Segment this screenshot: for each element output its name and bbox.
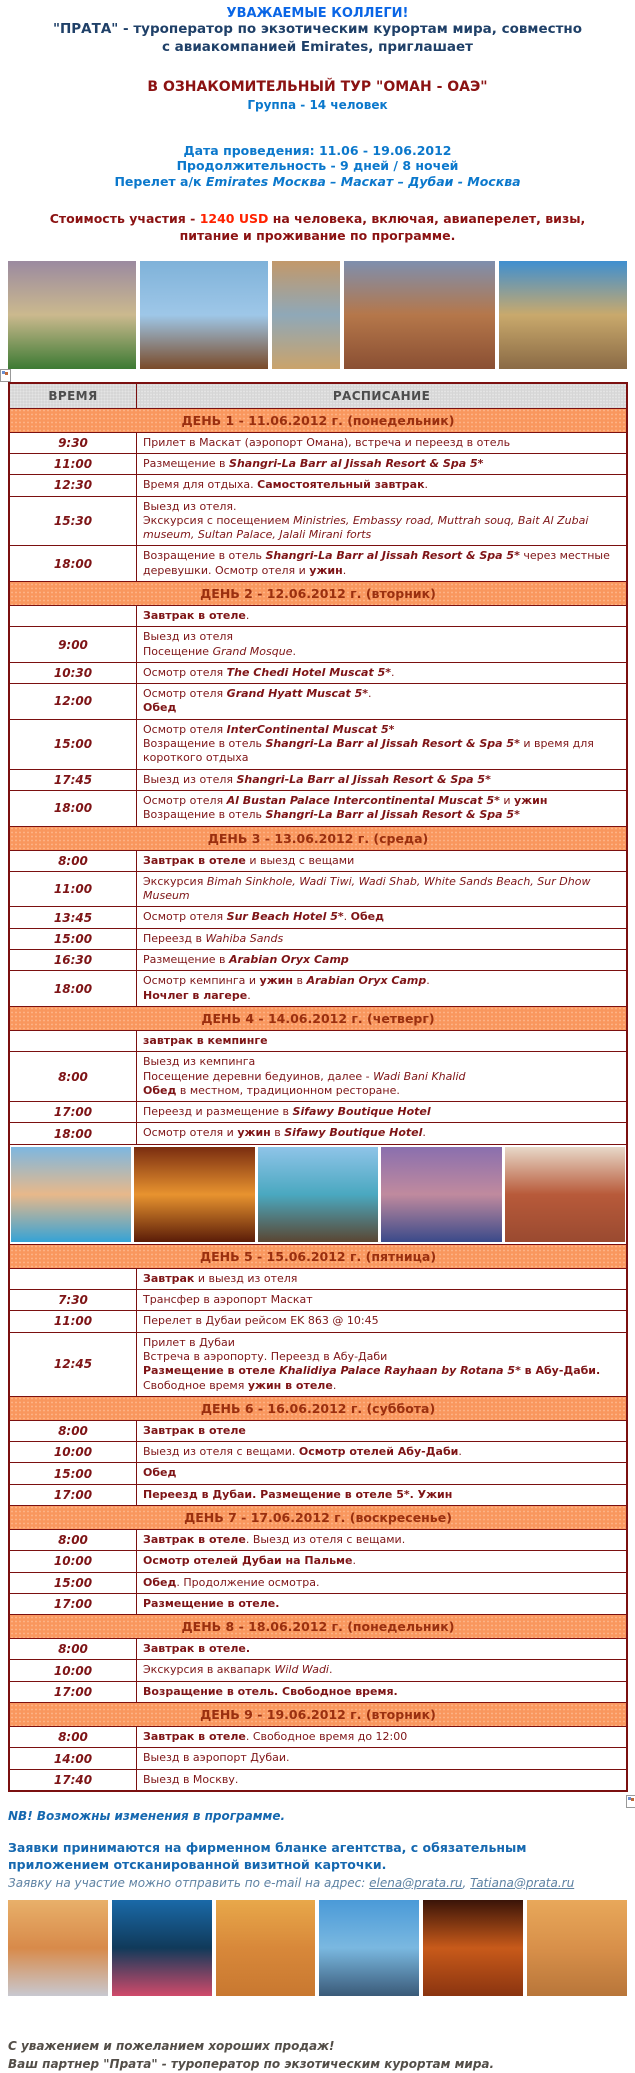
day-header: ДЕНЬ 8 - 18.06.2012 г. (понедельник) xyxy=(9,1615,627,1639)
schedule-row xyxy=(9,971,627,1007)
time-cell: 8:00 xyxy=(9,1639,137,1660)
intro-line-2: с авиакомпанией Emirates, приглашает xyxy=(161,38,474,55)
schedule-cell: Прилет в Маскат (аэропорт Омана), встреча и переезд в отель xyxy=(137,432,628,453)
schedule-row xyxy=(9,627,627,663)
schedule-row xyxy=(9,606,627,627)
price-line: Стоимость участия - 1240 USD на человека, включая, авиаперелет, визы, питание и проживание по программе. xyxy=(49,210,586,243)
greeting-line: УВАЖАЕМЫЕ КОЛЛЕГИ! xyxy=(226,6,409,21)
time-cell: 8:00 xyxy=(9,1052,137,1102)
photo-beach-view-terrace xyxy=(258,1147,378,1242)
schedule-row xyxy=(9,790,627,826)
schedule-cell: Осмотр отеля Grand Hyatt Muscat 5*. Обед xyxy=(137,684,628,720)
time-cell: 11:00 xyxy=(9,1311,137,1332)
schedule-cell: завтрак в кемпинге xyxy=(137,1030,628,1051)
schedule-row xyxy=(9,928,627,949)
flight-line: Перелет а/к Emirates Москва – Маскат – Дубаи - Москва xyxy=(114,174,521,190)
day-header-row xyxy=(9,582,627,606)
photo-restaurant-tables xyxy=(505,1147,625,1242)
schedule-cell: Возращение в отель Shangri-La Barr al Jissah Resort & Spa 5* через местные деревушки. Осмотр отеля и ужин. xyxy=(137,546,628,582)
schedule-row xyxy=(9,1290,627,1311)
schedule-row xyxy=(9,850,627,871)
schedule-cell: Выезд в Москву. xyxy=(137,1769,628,1791)
schedule-cell: Выезд в аэропорт Дубаи. xyxy=(137,1748,628,1769)
time-cell: 10:00 xyxy=(9,1442,137,1463)
schedule-cell: Завтрак в отеле. xyxy=(137,606,628,627)
time-cell: 15:30 xyxy=(9,496,137,546)
schedule-row xyxy=(9,475,627,496)
time-cell: 10:00 xyxy=(9,1660,137,1681)
photo-evening-pool-palms xyxy=(381,1147,501,1242)
photo-desert-safari-jeep xyxy=(216,1900,316,1996)
schedule-cell: Осмотр отеля Sur Beach Hotel 5*. Обед xyxy=(137,907,628,928)
schedule-cell: Выезд из отеля с вещами. Осмотр отелей Абу-Даби. xyxy=(137,1442,628,1463)
day-header-row xyxy=(9,1505,627,1529)
schedule-row xyxy=(9,719,627,769)
schedule-table-wrap xyxy=(8,382,628,1792)
schedule-cell: Завтрак в отеле и выезд с вещами xyxy=(137,850,628,871)
schedule-row xyxy=(9,662,627,683)
schedule-row xyxy=(9,496,627,546)
photo-camel-market-crowd xyxy=(344,261,495,369)
day-header: ДЕНЬ 1 - 11.06.2012 г. (понедельник) xyxy=(9,408,627,432)
schedule-row xyxy=(9,1463,627,1484)
email-line-prefix: Заявку на участие можно отправить по e-mail на адрес: xyxy=(8,1875,370,1890)
schedule-row xyxy=(9,1484,627,1505)
time-cell: 15:00 xyxy=(9,928,137,949)
intro-line-1: "ПРАТА" - туроператор по экзотическим курортам мира, совместно xyxy=(52,21,583,37)
photo-dubai-towers-waterfront xyxy=(319,1900,419,1996)
broken-image-icon xyxy=(626,1795,635,1808)
schedule-cell: Экскурсия Bimah Sinkhole, Wadi Tiwi, Wadi Shab, White Sands Beach, Sur Dhow Museum xyxy=(137,871,628,907)
schedule-row xyxy=(9,1123,627,1144)
schedule-cell: Время для отдыха. Самостоятельный завтрак. xyxy=(137,475,628,496)
time-cell: 17:45 xyxy=(9,769,137,790)
time-cell: 15:00 xyxy=(9,1463,137,1484)
schedule-row xyxy=(9,1529,627,1550)
schedule-table-body xyxy=(9,408,627,1791)
schedule-row xyxy=(9,1769,627,1791)
schedule-cell: Переезд и размещение в Sifawy Boutique Hotel xyxy=(137,1102,628,1123)
photo-dhow-ship xyxy=(140,261,268,369)
time-cell: 17:40 xyxy=(9,1769,137,1791)
schedule-row xyxy=(9,453,627,474)
schedule-row xyxy=(9,1052,627,1102)
tour-title: В ОЗНАКОМИТЕЛЬНЫЙ ТУР "ОМАН - ОАЭ" xyxy=(147,78,488,95)
schedule-row xyxy=(9,1311,627,1332)
schedule-cell: Размещение в Shangri-La Barr al Jissah Resort & Spa 5* xyxy=(137,453,628,474)
closing-section xyxy=(8,2037,627,2073)
schedule-cell: Переезд в Wahiba Sands xyxy=(137,928,628,949)
day-header-row xyxy=(9,1615,627,1639)
schedule-table xyxy=(8,382,628,1792)
schedule-cell: Выезд из отеля Посещение Grand Mosque. xyxy=(137,627,628,663)
day-header: ДЕНЬ 3 - 13.06.2012 г. (среда) xyxy=(9,826,627,850)
schedule-cell: Переезд в Дубаи. Размещение в отеле 5*. Ужин xyxy=(137,1484,628,1505)
duration-line: Продолжительность - 9 дней / 8 ночей xyxy=(176,158,459,174)
schedule-row xyxy=(9,1593,627,1614)
closing-line-2: Ваш партнер "Прата" - туроператор по экзотическим курортам мира. xyxy=(8,2056,495,2071)
time-cell: 15:00 xyxy=(9,1572,137,1593)
photo-strip-hotels xyxy=(11,1147,625,1242)
schedule-row xyxy=(9,950,627,971)
time-cell: 18:00 xyxy=(9,1123,137,1144)
photo-resort-pool xyxy=(11,1147,131,1242)
schedule-cell: Осмотр отеля The Chedi Hotel Muscat 5*. xyxy=(137,662,628,683)
day-header: ДЕНЬ 6 - 16.06.2012 г. (суббота) xyxy=(9,1396,627,1420)
day-header-row xyxy=(9,1396,627,1420)
schedule-cell: Осмотр кемпинга и ужин в Arabian Oryx Camp. Ночлег в лагере. xyxy=(137,971,628,1007)
schedule-row xyxy=(9,1030,627,1051)
schedule-cell: Выезд из кемпинга Посещение деревни бедуинов, далее - Wadi Bani Khalid Обед в местном, традиционном ресторане. xyxy=(137,1052,628,1102)
time-cell: 17:00 xyxy=(9,1484,137,1505)
schedule-cell: Осмотр отеля InterContinental Muscat 5* Возращение в отель Shangri-La Barr al Jissah Resort & Spa 5* и время для короткого отдыха xyxy=(137,719,628,769)
schedule-row xyxy=(9,907,627,928)
time-cell: 12:30 xyxy=(9,475,137,496)
schedule-cell: Осмотр отеля и ужин в Sifawy Boutique Hotel. xyxy=(137,1123,628,1144)
schedule-cell: Прилет в Дубаи Встреча в аэропорту. Переезд в Абу-Даби Размещение в отеле Khalidiya Palace Rayhaan by Rotana 5* в Абу-Даби. Свободное время ужин в отеле. xyxy=(137,1332,628,1396)
time-cell: 18:00 xyxy=(9,971,137,1007)
time-cell: 11:00 xyxy=(9,871,137,907)
schedule-row xyxy=(9,1442,627,1463)
day-header: ДЕНЬ 7 - 17.06.2012 г. (воскресенье) xyxy=(9,1505,627,1529)
schedule-header-row xyxy=(9,383,627,409)
day-header: ДЕНЬ 9 - 19.06.2012 г. (вторник) xyxy=(9,1703,627,1727)
nb-note: NB! Возможны изменения в программе. xyxy=(8,1808,286,1823)
time-cell: 8:00 xyxy=(9,1420,137,1441)
schedule-cell: Обед. Продолжение осмотра. xyxy=(137,1572,628,1593)
photo-campfire-group xyxy=(423,1900,523,1996)
day-header-row xyxy=(9,1006,627,1030)
schedule-cell: Выезд из отеля Shangri-La Barr al Jissah Resort & Spa 5* xyxy=(137,769,628,790)
schedule-row xyxy=(9,1572,627,1593)
photo-falconers-desert xyxy=(527,1900,627,1996)
closing-line-1: С уважением и пожеланием хороших продаж! xyxy=(8,2038,335,2053)
time-cell: 11:00 xyxy=(9,453,137,474)
schedule-row xyxy=(9,769,627,790)
schedule-row xyxy=(9,1332,627,1396)
time-cell xyxy=(9,606,137,627)
schedule-row xyxy=(9,871,627,907)
photo-mosque-with-rainbow xyxy=(8,261,136,369)
day-header-row xyxy=(9,1703,627,1727)
schedule-cell: Завтрак в отеле xyxy=(137,1420,628,1441)
time-cell: 15:00 xyxy=(9,719,137,769)
footer-section xyxy=(8,1809,627,1890)
time-cell: 17:00 xyxy=(9,1593,137,1614)
email-link-elena[interactable]: elena@prata.ru xyxy=(369,1875,463,1890)
schedule-row xyxy=(9,1681,627,1702)
schedule-row xyxy=(9,1748,627,1769)
group-size: Группа - 14 человек xyxy=(247,97,388,112)
day-header: ДЕНЬ 5 - 15.06.2012 г. (пятница) xyxy=(9,1244,627,1268)
time-cell xyxy=(9,1030,137,1051)
schedule-row xyxy=(9,1102,627,1123)
schedule-cell: Выезд из отеля. Экскурсия с посещением Ministries, Embassy road, Muttrah souq, Bait Al Zubai museum, Sultan Palace, Jalali Mirani forts xyxy=(137,496,628,546)
broken-image-icon xyxy=(0,369,11,382)
tour-details xyxy=(0,143,635,190)
time-cell: 13:45 xyxy=(9,907,137,928)
schedule-cell: Завтрак в отеле. xyxy=(137,1639,628,1660)
time-cell: 12:00 xyxy=(9,684,137,720)
date-line: Дата проведения: 11.06 - 19.06.2012 xyxy=(183,142,452,158)
time-cell: 10:00 xyxy=(9,1551,137,1572)
schedule-row xyxy=(9,1639,627,1660)
time-cell: 8:00 xyxy=(9,1727,137,1748)
schedule-cell: Обед xyxy=(137,1463,628,1484)
email-link-tatiana[interactable]: Tatiana@prata.ru xyxy=(470,1875,575,1890)
day-header: ДЕНЬ 4 - 14.06.2012 г. (четверг) xyxy=(9,1006,627,1030)
day-header-row xyxy=(9,826,627,850)
schedule-row xyxy=(9,1268,627,1289)
application-note: Заявки принимаются на фирменном бланке агентства, с обязательным приложением отсканированной визитной карточки. xyxy=(8,1839,527,1872)
schedule-row xyxy=(9,546,627,582)
schedule-cell: Перелет в Дубаи рейсом EK 863 @ 10:45 xyxy=(137,1311,628,1332)
schedule-row xyxy=(9,1551,627,1572)
schedule-cell: Завтрак и выезд из отеля xyxy=(137,1268,628,1289)
email-separator: , xyxy=(462,1875,471,1890)
time-cell xyxy=(9,1268,137,1289)
photo-strip-bottom xyxy=(8,1900,627,1996)
day-header: ДЕНЬ 2 - 12.06.2012 г. (вторник) xyxy=(9,582,627,606)
time-cell: 18:00 xyxy=(9,546,137,582)
time-cell: 14:00 xyxy=(9,1748,137,1769)
schedule-row xyxy=(9,1420,627,1441)
time-cell: 7:30 xyxy=(9,1290,137,1311)
day-header-row xyxy=(9,1244,627,1268)
time-cell: 8:00 xyxy=(9,850,137,871)
photo-strip-top xyxy=(8,261,627,369)
day-header-row xyxy=(9,408,627,432)
schedule-cell: Трансфер в аэропорт Маскат xyxy=(137,1290,628,1311)
time-cell: 17:00 xyxy=(9,1681,137,1702)
photo-emirates-plane xyxy=(8,1900,108,1996)
hotel-photos-row xyxy=(9,1144,627,1244)
schedule-row xyxy=(9,684,627,720)
photo-hotel-lobby-chandelier xyxy=(134,1147,254,1242)
schedule-cell: Размещение в Arabian Oryx Camp xyxy=(137,950,628,971)
schedule-row xyxy=(9,1727,627,1748)
time-cell: 9:30 xyxy=(9,432,137,453)
time-cell: 8:00 xyxy=(9,1529,137,1550)
schedule-cell: Завтрак в отеле. Выезд из отеля с вещами. xyxy=(137,1529,628,1550)
schedule-cell: Экскурсия в аквапарк Wild Wadi. xyxy=(137,1660,628,1681)
photo-mosque-dome-minaret xyxy=(272,261,340,369)
time-cell: 10:30 xyxy=(9,662,137,683)
time-cell: 9:00 xyxy=(9,627,137,663)
email-line xyxy=(8,1876,627,1890)
header-section xyxy=(0,0,635,245)
time-cell: 17:00 xyxy=(9,1102,137,1123)
photo-muscat-fort-rocks xyxy=(499,261,627,369)
schedule-row xyxy=(9,432,627,453)
schedule-row xyxy=(9,1660,627,1681)
time-cell: 16:30 xyxy=(9,950,137,971)
schedule-cell: Завтрак в отеле. Свободное время до 12:00 xyxy=(137,1727,628,1748)
column-header-time: ВРЕМЯ xyxy=(9,383,137,409)
schedule-cell: Осмотр отеля Al Bustan Palace Intercontinental Muscat 5* и ужин Возращение в отель Shangri-La Barr al Jissah Resort & Spa 5* xyxy=(137,790,628,826)
schedule-cell: Осмотр отелей Дубаи на Пальме. xyxy=(137,1551,628,1572)
schedule-cell: Возращение в отель. Свободное время. xyxy=(137,1681,628,1702)
time-cell: 18:00 xyxy=(9,790,137,826)
time-cell: 12:45 xyxy=(9,1332,137,1396)
schedule-cell: Размещение в отеле. xyxy=(137,1593,628,1614)
column-header-schedule: РАСПИСАНИЕ xyxy=(137,383,628,409)
photo-city-skyline-night xyxy=(112,1900,212,1996)
